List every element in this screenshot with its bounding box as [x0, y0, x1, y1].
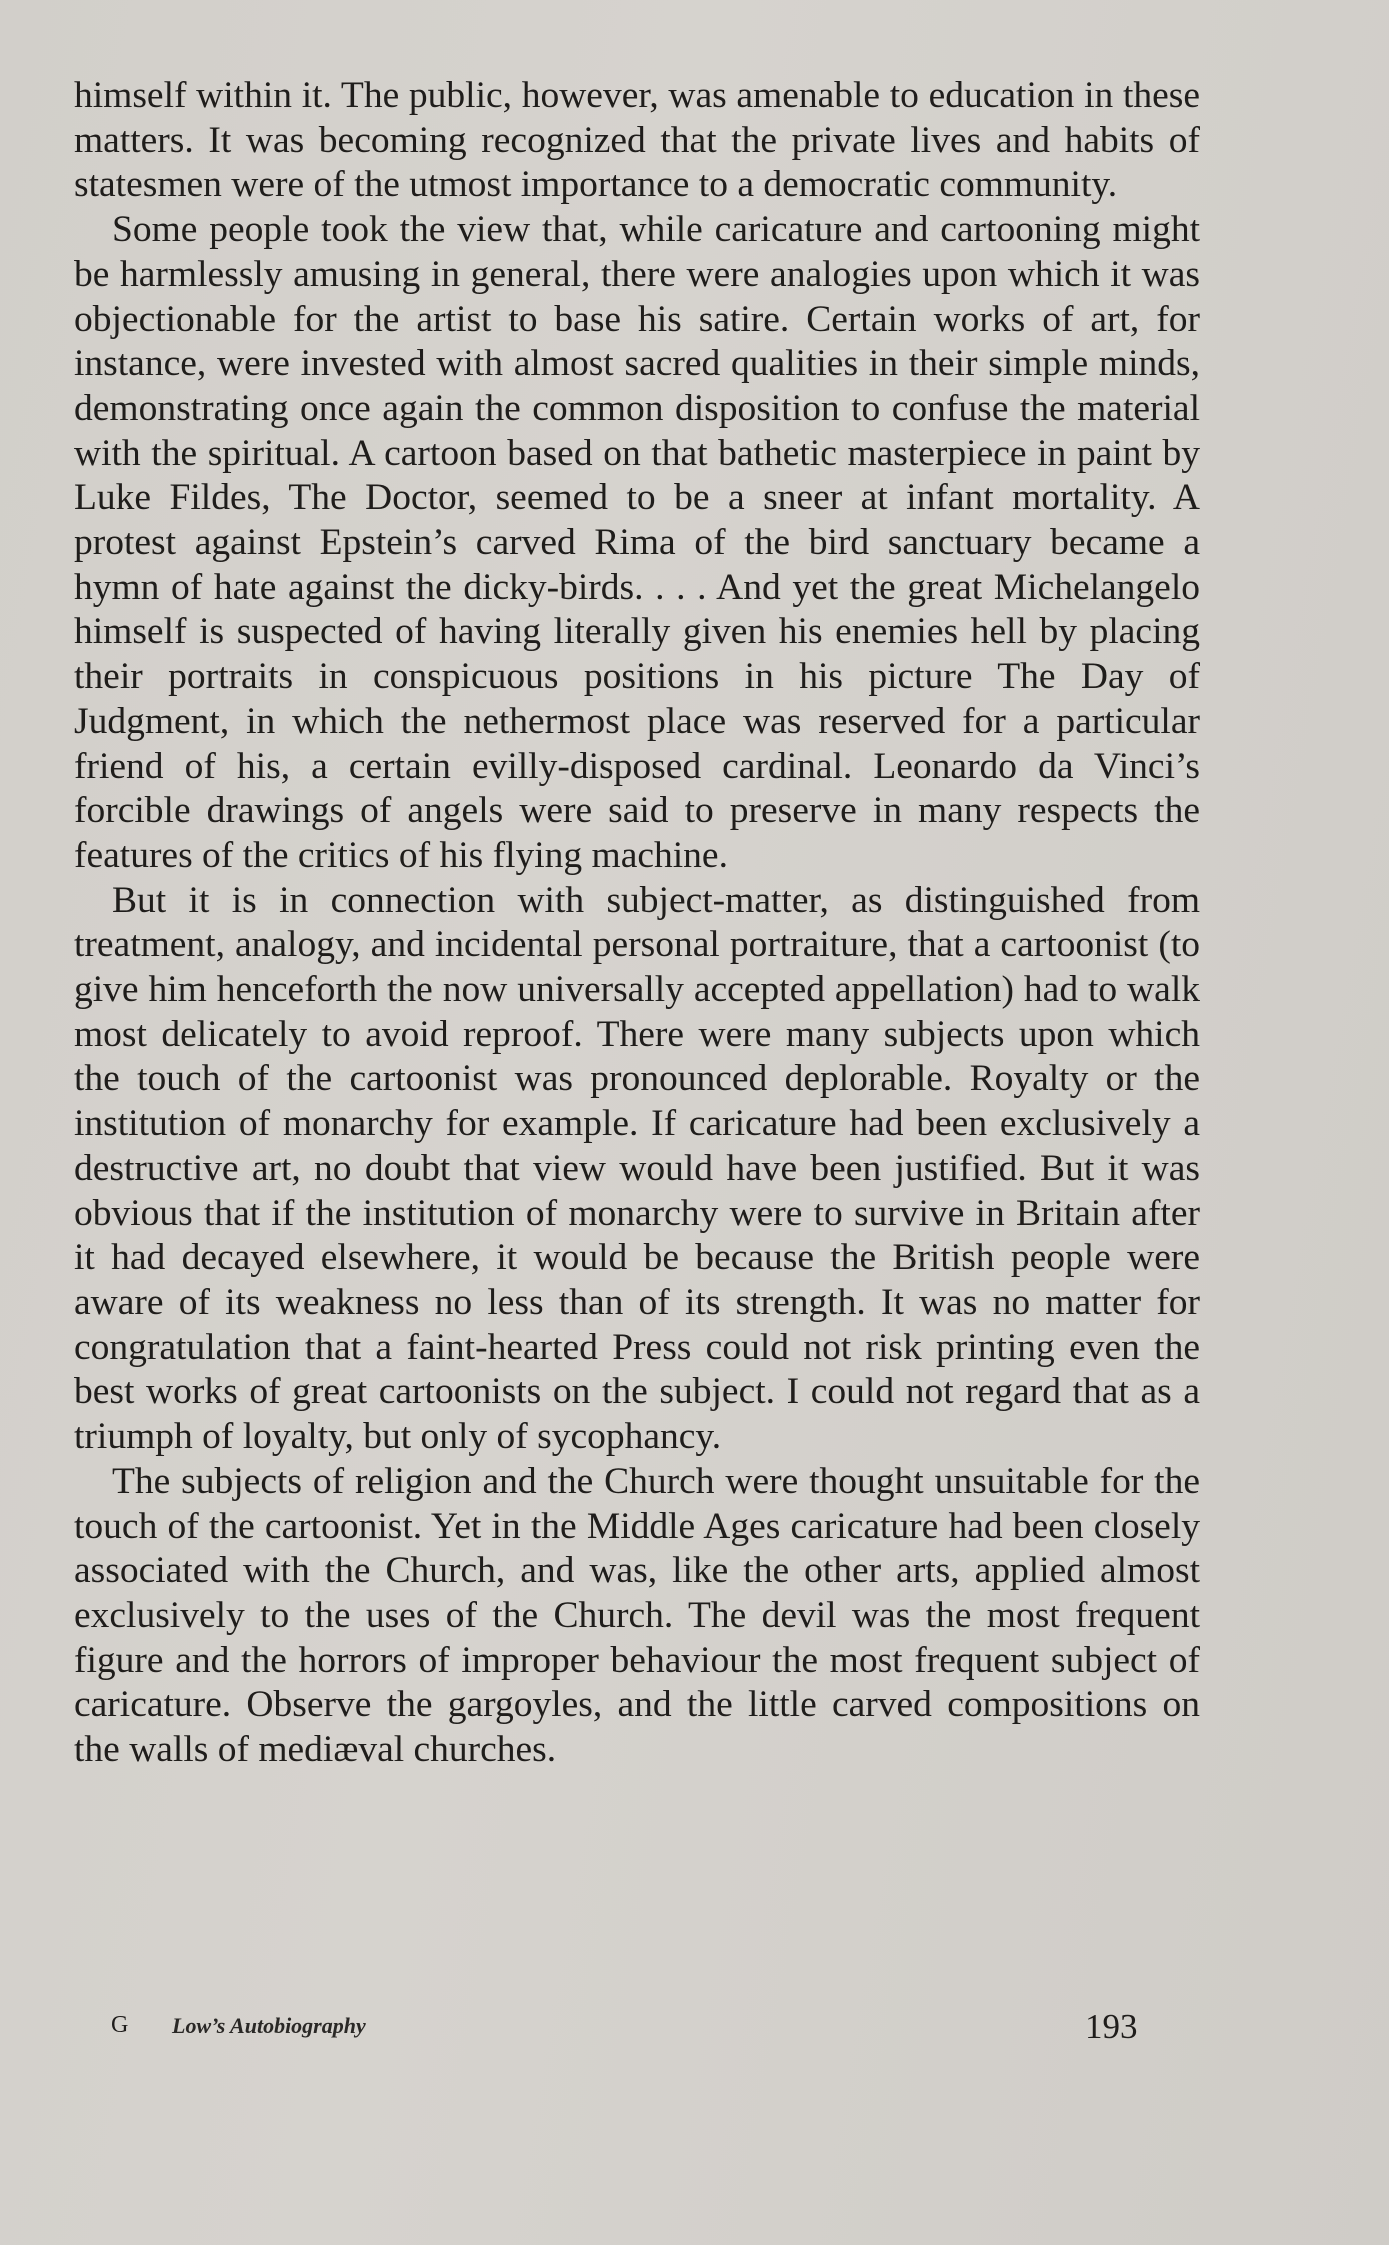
- signature-mark: G: [111, 2012, 129, 2038]
- paragraph-2: Some people took the view that, while caricature and cartooning might be harmlessly amusing in general, there were analogies upon which it was objectionable for the artist to base his satire. Certain works of art, for instance, were invested with almost sacred qualities in their simple minds, demonstrating once again the common disposition to confuse the material with the spiritual. A cartoon based on that bathetic masterpiece in paint by Luke Fildes, The Doctor, seemed to be a sneer at infant mortality. A protest against Epstein’s carved Rima of the bird sanctuary became a hymn of hate against the dicky-birds. . . . And yet the great Michelangelo himself is suspected of having literally given his enemies hell by placing their portraits in conspicuous positions in his picture The Day of Judgment, in which the nethermost place was reserved for a particular friend of his, a certain evilly-disposed cardinal. Leonardo da Vinci’s forcible drawings of angels were said to preserve in many respects the features of the critics of his flying machine.: [74, 209, 1200, 876]
- running-footer-title: Low’s Autobiography: [172, 2013, 366, 2038]
- paragraph-3: But it is in connection with subject-matter, as distinguished from treatment, analogy, and incidental personal portraiture, that a cartoonist (to give him henceforth the now universally accepted appellation) had to walk most delicately to avoid reproof. There were many subjects upon which the touch of the cartoonist was pronounced deplorable. Royalty or the institution of monarchy for example. If caricature had been exclusively a destructive art, no doubt that view would have been justified. But it was obvious that if the institution of monarchy were to survive in Britain after it had decayed elsewhere, it would be because the British people were aware of its weakness no less than of its strength. It was no matter for congratulation that a faint-hearted Press could not risk printing even the best works of great cartoonists on the subject. I could not regard that as a triumph of loyalty, but only of sycophancy.: [74, 879, 1200, 1458]
- page-number: 193: [1085, 2007, 1138, 2046]
- body-text: [74, 74, 1200, 1773]
- paragraph-1: himself within it. The public, however, was amenable to education in these matters. It was becoming recognized that the private lives and habits of statesmen were of the utmost importance to a democratic community.: [74, 75, 1200, 206]
- paragraph-4: The subjects of religion and the Church were thought unsuitable for the touch of the cartoonist. Yet in the Middle Ages caricature had been closely associated with the Church, and was, like the other arts, applied almost exclusively to the uses of the Church. The devil was the most frequent figure and the horrors of improper behaviour the most frequent subject of caricature. Observe the gargoyles, and the little carved compositions on the walls of mediæval churches.: [74, 1460, 1200, 1771]
